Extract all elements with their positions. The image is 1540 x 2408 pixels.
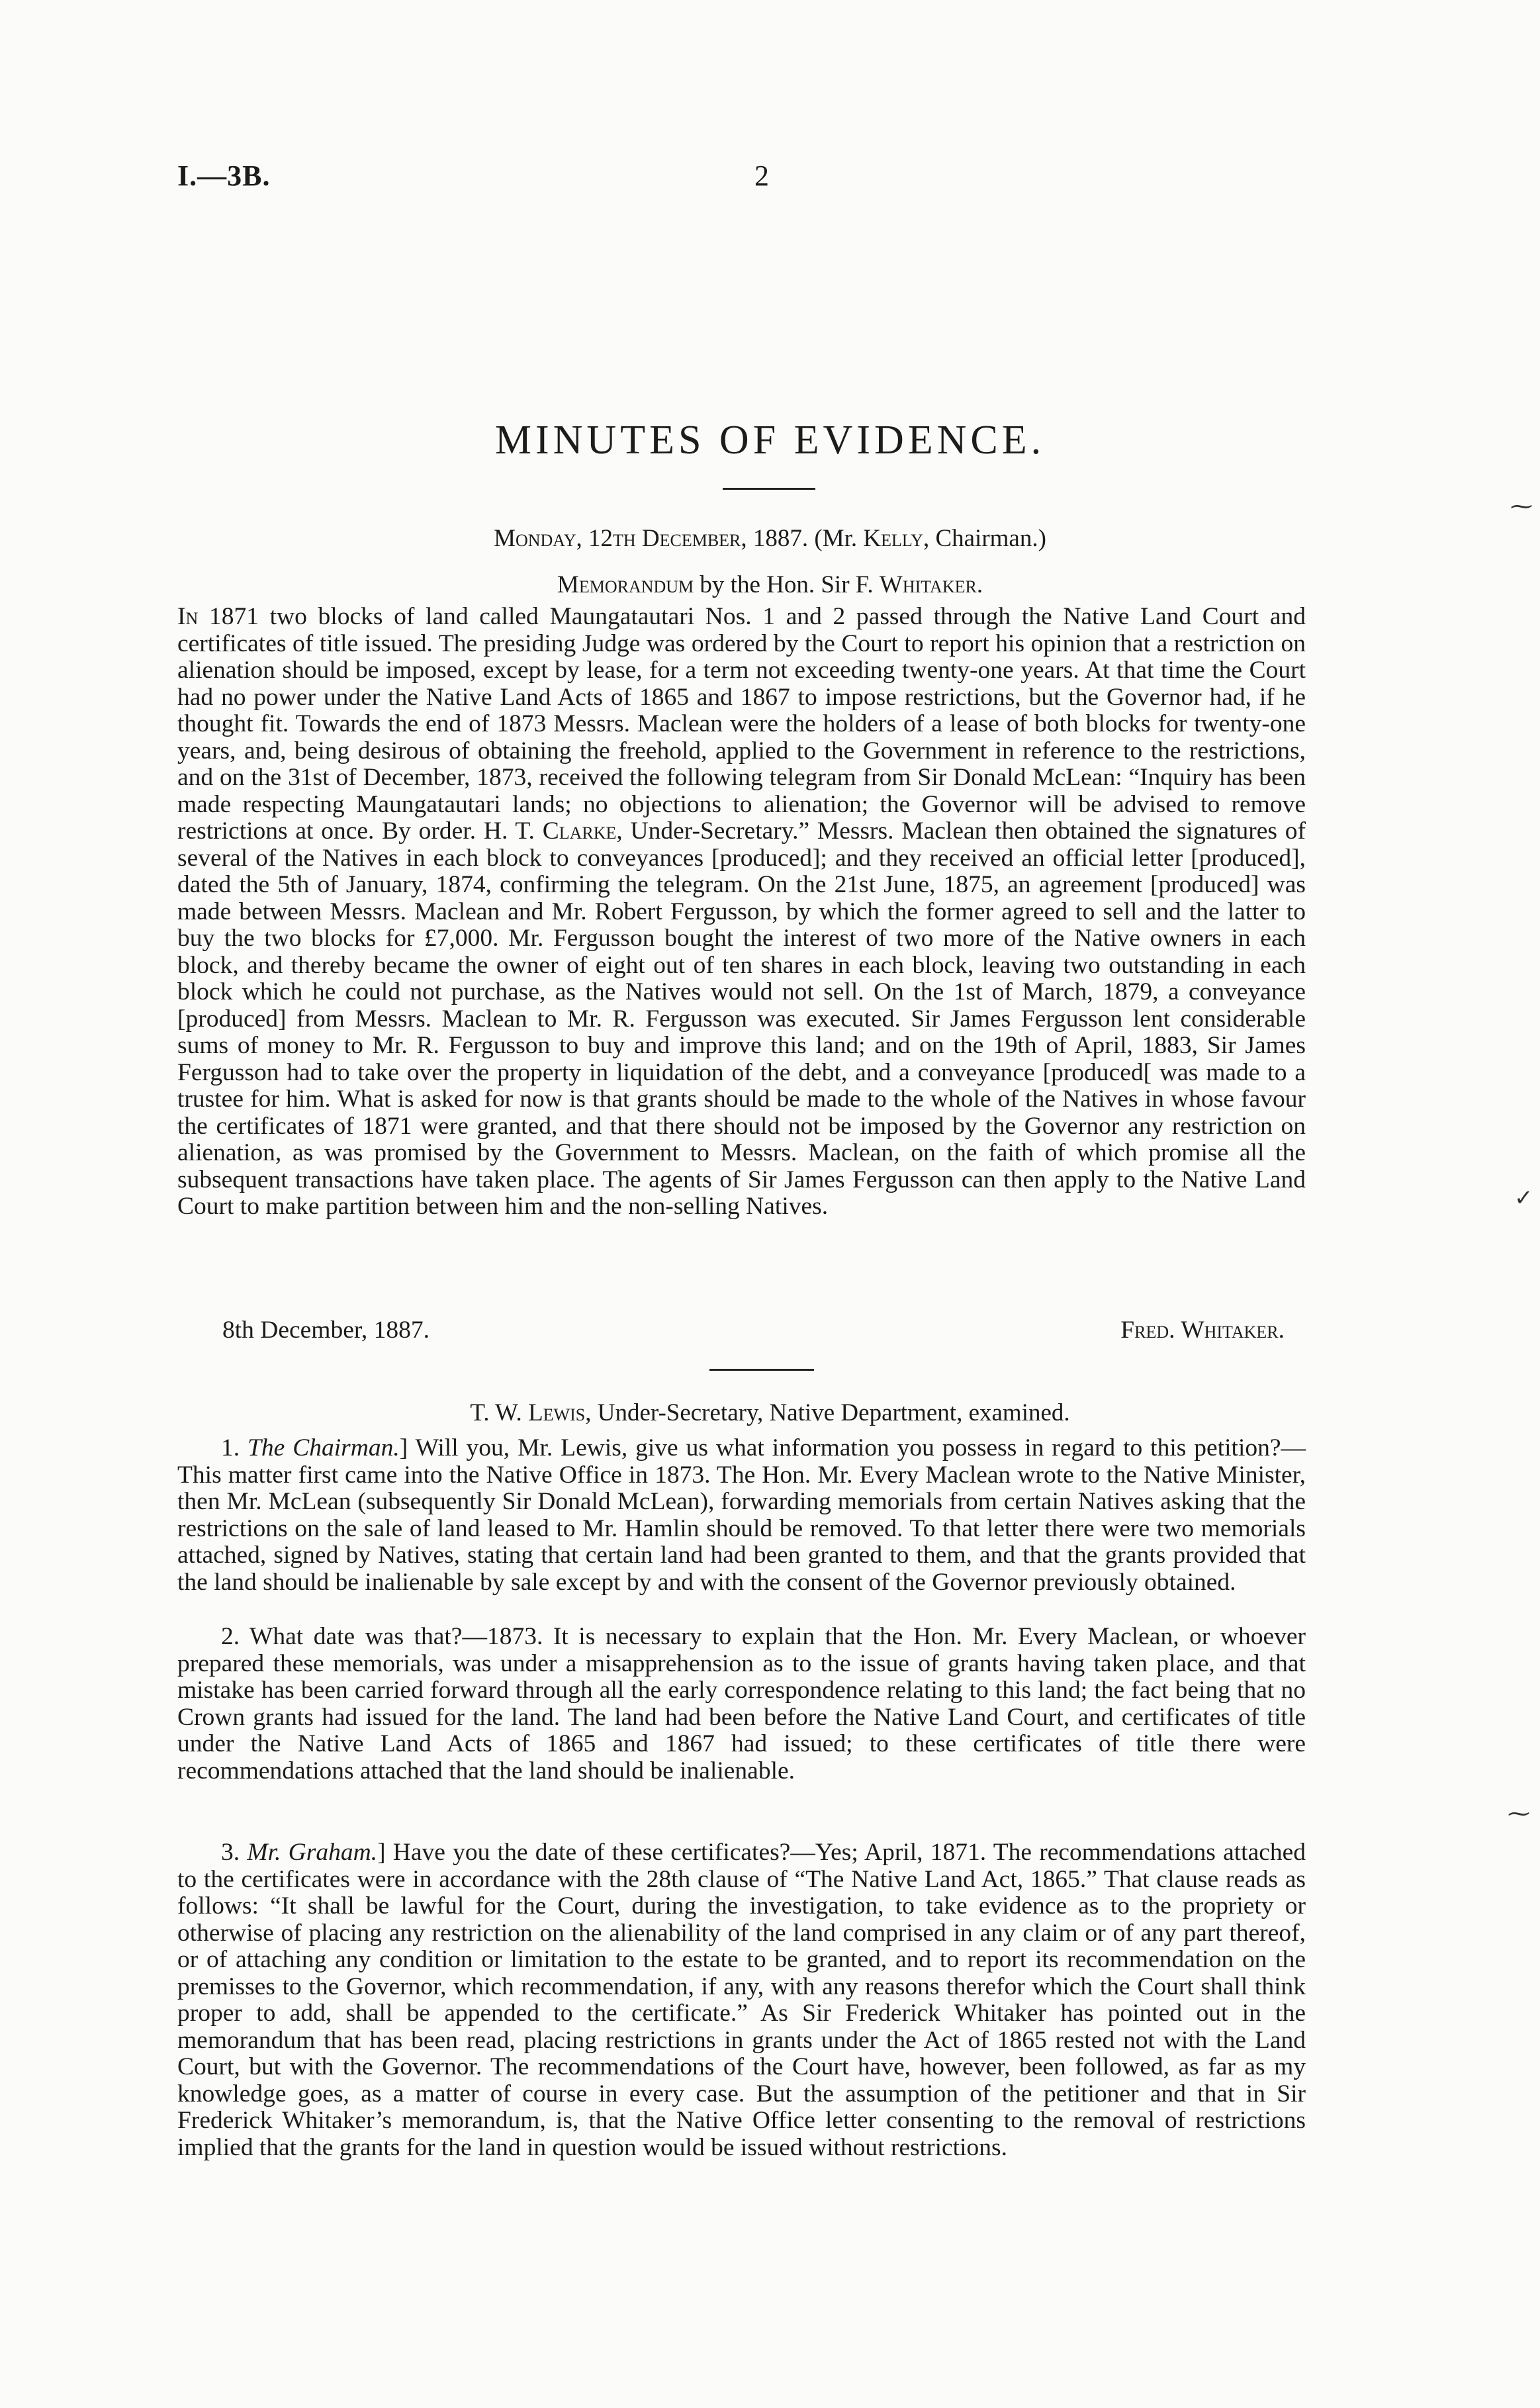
question-2 [177, 1624, 1306, 1784]
memorandum-by: by the Hon. Sir F. [694, 571, 880, 598]
memorandum-label: Memorandum [557, 571, 694, 598]
page-number: 2 [754, 160, 769, 192]
memorandum-date: 8th December, 1887. [222, 1317, 430, 1344]
question-number: 3. [221, 1839, 248, 1866]
witness-name: Lewis [528, 1399, 586, 1426]
question-1 [177, 1435, 1306, 1596]
memorandum-signature-line [177, 1316, 1285, 1345]
question-speaker: The Chairman. [248, 1434, 400, 1461]
witness-initials: T. W. [470, 1399, 529, 1426]
chairman-suffix: , Chairman.) [923, 525, 1046, 552]
sitting-dateline [0, 524, 1540, 553]
memorandum-heading [0, 571, 1540, 599]
scan-margin-mark: ⁓ [1510, 494, 1533, 519]
memorandum-author: Whitaker. [879, 571, 983, 598]
witness-heading [0, 1399, 1540, 1427]
sitting-day: Monday, 12th December, [494, 525, 747, 552]
scan-margin-mark: ✓ [1514, 1186, 1533, 1211]
memorandum-dropcap: In [177, 603, 199, 630]
scan-margin-mark: ⁓ [1508, 1802, 1530, 1826]
memorandum-body [177, 604, 1306, 1221]
question-text: ] Will you, Mr. Lewis, give us what information you possess in regard to this petition?—This matter first came into the Native Office in 1873. The Hon. Mr. Every Maclean wrote to the Native Minister, then Mr. McLean (subsequently Sir Donald McLean), forwarding memorials from certain Natives asking that the restrictions on the sale of land leased to Mr. Hamlin should be removed. To that letter there were two memorials attached, signed by Natives, stating that certain land had been granted to them, and that the grants provided that the land should be inalienable by sale except by and with the consent of the Governor previously obtained. [177, 1434, 1306, 1596]
question-speaker: Mr. Graham. [247, 1839, 378, 1866]
witness-description: , Under-Secretary, Native Department, examined. [585, 1399, 1070, 1426]
memorandum-text-part2: , Under-Secretary.” Messrs. Maclean then obtained the signatures of several of the Natives in each block to conveyances [produced]; and they received an official letter [produced], dated the 5th of January, 1874, confirming the telegram. On the 21st June, 1875, an agreement [produced] was made between Messrs. Maclean and Mr. Robert Fergusson, by which the former agreed to sell and the latter to buy the two blocks for £7,000. Mr. Fergusson bought the interest of two more of the Native owners in each block, and thereby became the owner of eight out of ten shares in each block, leaving two outstanding in each block which he could not purchase, as the Natives would not sell. On the 1st of March, 1879, a conveyance [produced] from Messrs. Maclean to Mr. R. Fergusson was executed. Sir James Fergusson lent considerable sums of money to Mr. R. Fergusson to buy and improve this land; and on the 19th of April, 1883, Sir James Fergusson had to take over the property in liquidation of the debt, and a conveyance [produced[ was made to a trustee for him. What is asked for now is that grants should be made to the whole of the Natives in whose favour the certificates of 1871 were granted, and that there should not be imposed by the Governor any restriction on alienation, as was promised by the Government to Messrs. Maclean, on the faith of which promise all the subsequent transactions have taken place. The agents of Sir James Fergusson can then apply to the Native Land Court to make partition between him and the non-selling Natives. [177, 817, 1306, 1220]
page-title: MINUTES OF EVIDENCE. [494, 418, 1046, 463]
question-text: ] Have you the date of these certificates?—Yes; April, 1871. The recommendations attached to the certificates were in accordance with the 28th clause of “The Native Land Act, 1865.” That clause reads as follows: “It shall be lawful for the Court, during the investigation, to take evidence as to the propriety or otherwise of placing any restriction on the alienability of the land comprised in any claim or of any part thereof, or of attaching any condition or limitation to the estate to be granted, and to report its recommendation on the premisses to the Governor, which recommendation, if any, with any reasons therefor which the Court shall think proper to add, shall be appended to the certificate.” As Sir Frederick Whitaker has pointed out in the memorandum that has been read, placing restrictions in grants under the Act of 1865 rested not with the Land Court, but with the Governor. The recommendations of the Court have, however, been followed, as far as my knowledge goes, as a matter of course in every case. But the assumption of the petitioner and that in Sir Frederick Whitaker’s memorandum, is, that the Native Office letter consenting to the removal of restrictions implied that the grants for the land in question would be issued without restrictions. [177, 1839, 1306, 2161]
question-3 [177, 1839, 1306, 2161]
sitting-year: 1887. (Mr. [747, 525, 864, 552]
memorandum-clarke: Clarke [542, 817, 617, 845]
question-text: What date was that?—1873. It is necessary to explain that the Hon. Mr. Every Maclean, or whoever prepared these memorials, was under a misapprehension as to the issue of grants having taken place, and that mistake has been carried forward through all the early correspondence relating to this land; the fact being that no Crown grants had issued for the land. The land had been before the Native Land Court, and certificates of title under the Native Land Acts of 1865 and 1867 had issued; to these certificates of title there were recommendations attached that the land should be inalienable. [177, 1623, 1306, 1784]
question-number: 2. [221, 1623, 249, 1650]
question-number: 1. [221, 1434, 248, 1461]
memorandum-signature: Fred. Whitaker. [1120, 1317, 1285, 1344]
chairman-name: Kelly [863, 525, 923, 552]
title-rule [723, 488, 815, 490]
section-rule [709, 1369, 814, 1371]
page-series-id: I.—3B. [177, 160, 271, 192]
memorandum-text-part1: 1871 two blocks of land called Maungatautari Nos. 1 and 2 passed through the Native Land Court and certificates of title issued. The presiding Judge was ordered by the Court to report his opinion that a restriction on alienation should be imposed, except by lease, for a term not exceeding twenty-one years. At that time the Court had no power under the Native Land Acts of 1865 and 1867 to impose restrictions, but the Governor had, if he thought fit. Towards the end of 1873 Messrs. Maclean were the holders of a lease of both blocks for twenty-one years, and, being desirous of obtaining the freehold, applied to the Government in reference to the restrictions, and on the 31st of December, 1873, received the following telegram from Sir Donald McLean: “Inquiry has been made respecting Maungatautari lands; no objections to alienation; the Governor will be advised to remove restrictions at once. By order. H. T. [177, 603, 1306, 845]
